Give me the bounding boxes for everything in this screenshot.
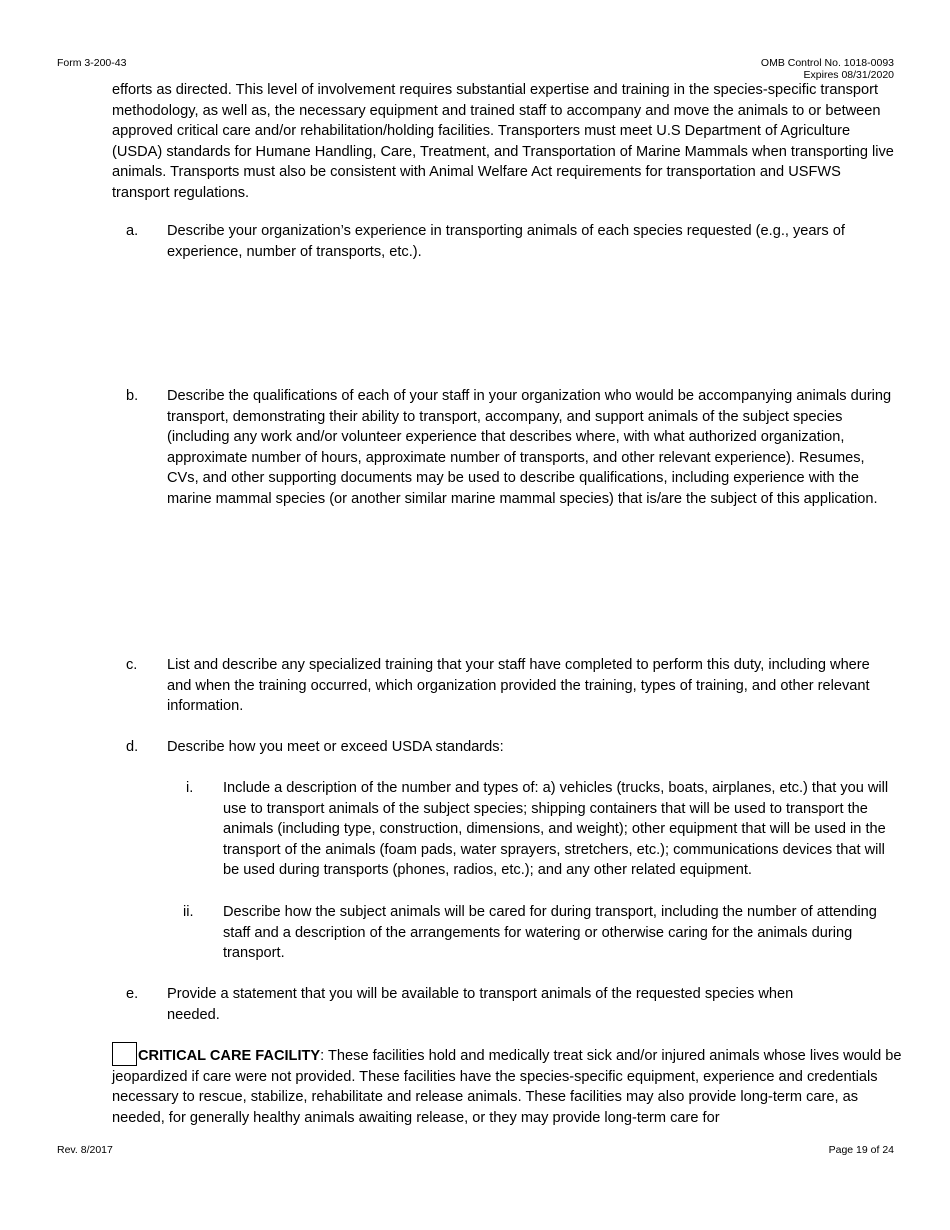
expiration-date: Expires 08/31/2020 [803,69,894,81]
critical-care-title: CRITICAL CARE FACILITY [138,1048,321,1064]
list-item-label: d. [126,739,139,755]
intro-paragraph: efforts as directed. This level of involvement requires substantial expertise and training in the species-specific transport methodology, as well as, the necessary equipment and trained staff to accompany and move the animals to or between approved critical care and/or rehabilitation/holding facilities. Transporters must meet U.S Department of Agriculture (USDA) standards for Humane Handling, Care, Treatment, and Transportation of Marine Mammals when transporting live animals. Transports must also be consistent with Animal Welfare Act requirements for transportation and USFWS transport regulations. [112,82,894,201]
sub-item-label: i. [186,780,194,796]
critical-care-paragraph [112,1042,902,1128]
omb-control-number: OMB Control No. 1018-0093 [760,57,894,69]
list-item-label: c. [126,657,138,673]
list-item-label: e. [126,986,139,1002]
list-item-text: Describe how you meet or exceed USDA standards: [167,739,504,755]
sub-item-label: ii. [183,904,194,920]
list-item-text: Provide a statement that you will be available to transport animals of the requested species when needed. [167,986,794,1023]
form-number: Form 3-200-43 [57,57,127,69]
sub-item-text: Describe how the subject animals will be cared for during transport, including the number of attending staff and a description of the arrangements for watering or otherwise caring for the animals during transport. [223,904,877,962]
list-item-label: a. [126,223,139,239]
revision-date: Rev. 8/2017 [57,1144,113,1156]
list-item-text: Describe your organization’s experience in transporting animals of each species requested (e.g., years of experience, number of transports, etc.). [167,223,845,260]
list-item-text: Describe the qualifications of each of your staff in your organization who would be accompanying animals during transport, demonstrating their ability to transport, accompany, and support animals of the subject species (including any work and/or volunteer experience that describes where, with what authorized organization, approximate number of hours, approximate number of transports, and other relevant experience). Resumes, CVs, and other supporting documents may be used to describe qualifications, including experience with the marine mammal species (or another similar marine mammal species) that is/are the subject of this application. [167,388,892,507]
list-item-label: b. [126,388,139,404]
critical-care-text: : These facilities hold and medically treat sick and/or injured animals whose lives would be jeopardized if care were not provided. These facilities have the species-specific equipment, experience and credentials necessary to rescue, stabilize, rehabilitate and release animals. These facilities may also provide long-term care, as needed, for generally healthy animals awaiting release, or they may provide long-term care for [112,1048,902,1126]
critical-care-checkbox[interactable] [112,1042,137,1066]
list-item-text: List and describe any specialized training that your staff have completed to perform this duty, including where and when the training occurred, which organization provided the training, types of training, and other relevant information. [167,657,870,715]
sub-item-text: Include a description of the number and types of: a) vehicles (trucks, boats, airplanes, etc.) that you will use to transport animals of the subject species; shipping containers that will be used to transport the animals (including type, construction, dimensions, and weight); other equipment that will be used in the transport of the animals (foam pads, water sprayers, stretchers, etc.); communications devices that will be used during transports (phones, radios, etc.); and any other related equipment. [223,780,889,879]
page-number: Page 19 of 24 [828,1144,894,1156]
